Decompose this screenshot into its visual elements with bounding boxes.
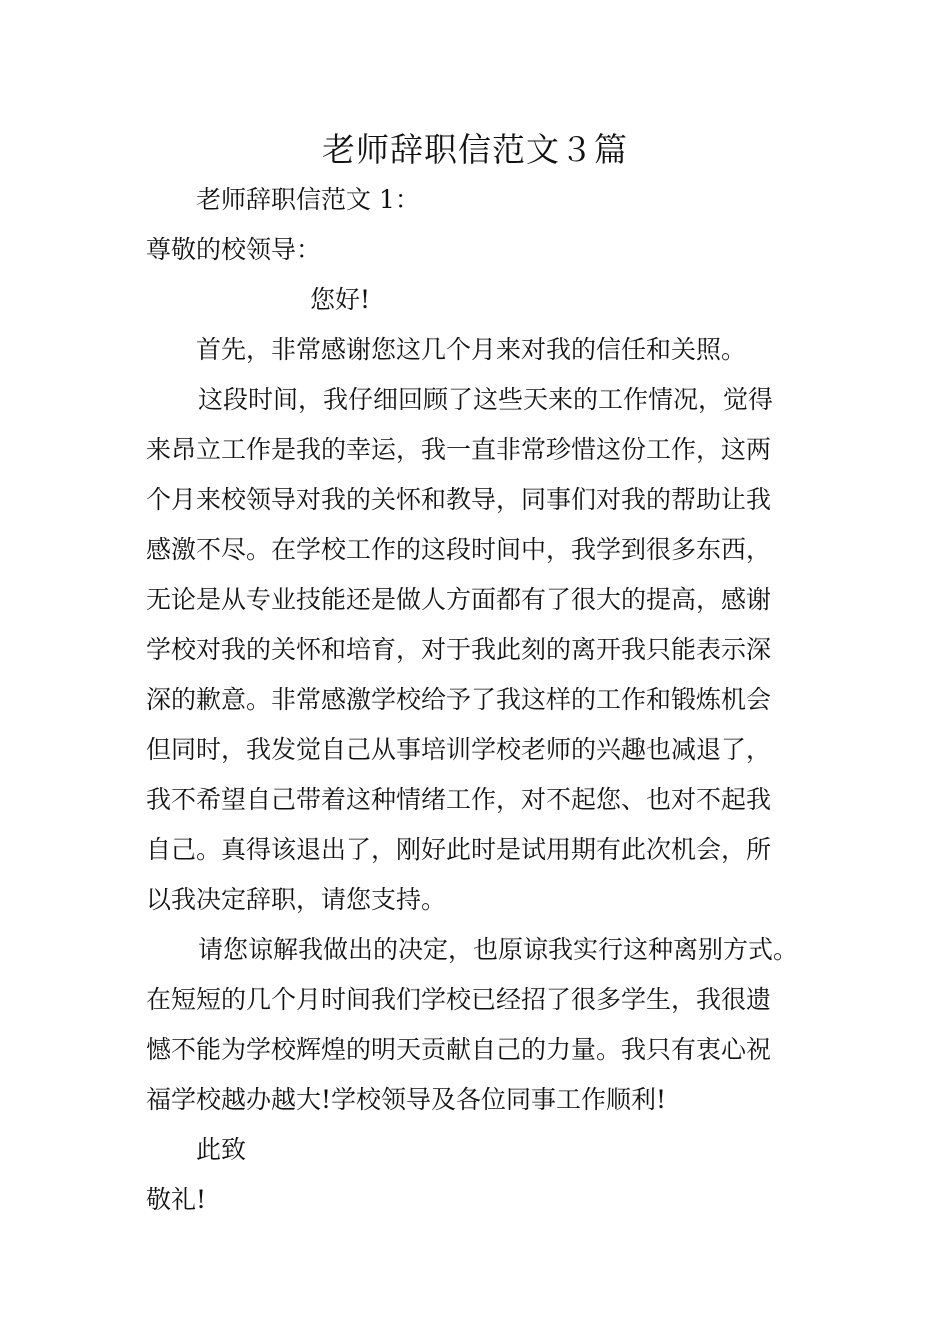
body-line: 我不希望自己带着这种情绪工作，对不起您、也对不起我 (146, 785, 772, 814)
body-line: 深的歉意。非常感激学校给予了我这样的工作和锻炼机会 (146, 685, 772, 714)
greeting: 您好! (310, 285, 371, 314)
body-line: 但同时，我发觉自己从事培训学校老师的兴趣也减退了， (146, 735, 772, 764)
section-heading: 老师辞职信范文 1： (196, 185, 420, 214)
document-title: 老师辞职信范文３篇 (322, 130, 628, 169)
body-line: 福学校越办越大!学校领导及各位同事工作顺利! (146, 1085, 667, 1114)
body-line: 首先，非常感谢您这几个月来对我的信任和关照。 (196, 335, 747, 364)
closing-line: 此致 (196, 1135, 247, 1164)
body-line: 来昂立工作是我的幸运，我一直非常珍惜这份工作，这两 (146, 435, 772, 464)
body-line: 以我决定辞职，请您支持。 (146, 885, 447, 914)
body-line: 学校对我的关怀和培育，对于我此刻的离开我只能表示深 (146, 635, 772, 664)
body-line: 这段时间，我仔细回顾了这些天来的工作情况，觉得 (198, 385, 774, 414)
body-line: 请您谅解我做出的决定，也原谅我实行这种离别方式。 (198, 935, 799, 964)
body-line: 感激不尽。在学校工作的这段时间中，我学到很多东西， (146, 535, 772, 564)
body-line: 自己。真得该退出了，刚好此时是试用期有此次机会，所 (146, 835, 772, 864)
salutation: 尊敬的校领导： (146, 235, 322, 264)
body-line: 个月来校领导对我的关怀和教导，同事们对我的帮助让我 (146, 485, 772, 514)
closing-regards: 敬礼! (146, 1185, 207, 1214)
body-line: 无论是从专业技能还是做人方面都有了很大的提高，感谢 (146, 585, 772, 614)
body-line: 在短短的几个月时间我们学校已经招了很多学生，我很遗 (146, 985, 772, 1014)
body-line: 憾不能为学校辉煌的明天贡献自己的力量。我只有衷心祝 (146, 1035, 772, 1064)
